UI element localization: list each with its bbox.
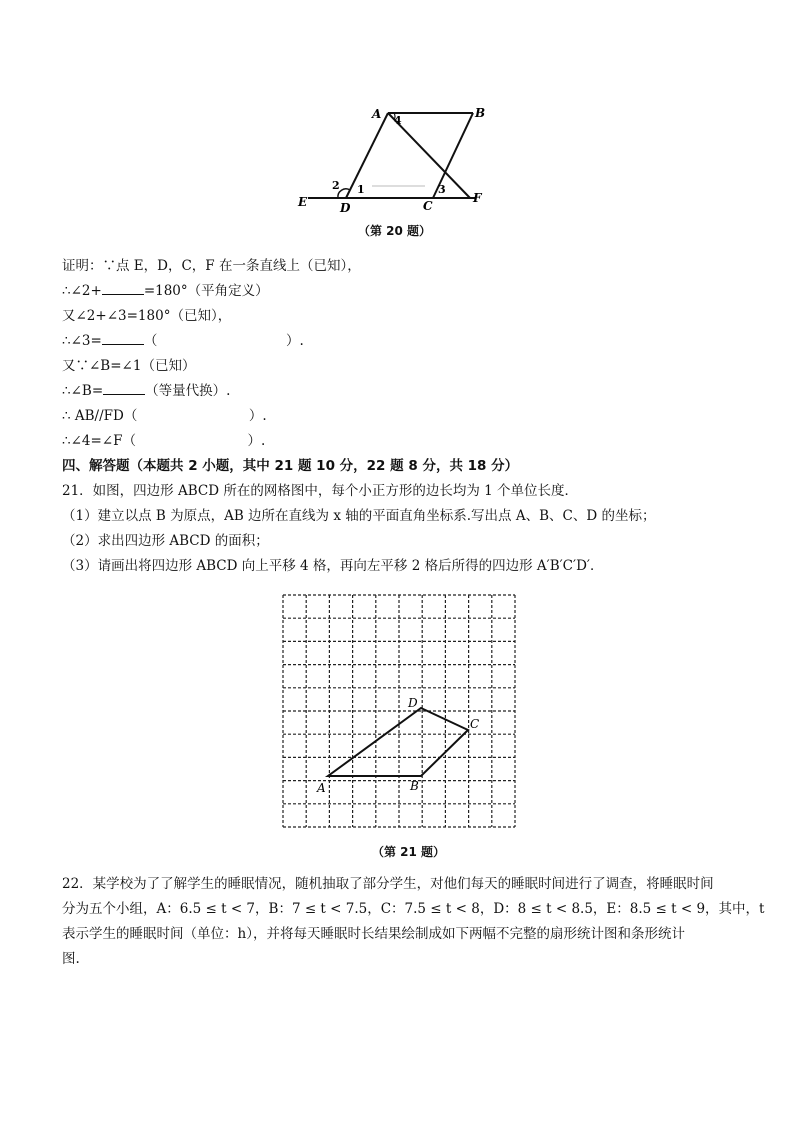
blank-field-3[interactable]: [103, 382, 145, 395]
label-B: B: [475, 106, 486, 120]
proof-line-4-end: （ ）.: [143, 333, 304, 349]
label-D: D: [340, 201, 351, 215]
label-4: 4: [394, 114, 402, 127]
label-1: 1: [357, 183, 365, 196]
proof-line-2-end: =180°（平角定义）: [143, 283, 269, 299]
proof-line-6: [62, 382, 230, 400]
q22-line-2: 分为五个小组，A：6.5 ≤ t < 7，B：7 ≤ t < 7.5，C：7.5 ≤ t < 8，D：8 ≤ t < 8.5，E：8.5 ≤ t < 9，其中，t: [62, 901, 765, 917]
q22-line-1: 22．某学校为了了解学生的睡眠情况，随机抽取了部分学生，对他们每天的睡眠时间进行了调查，将睡眠时间: [62, 876, 714, 892]
q21-part-2: （2）求出四边形 ABCD 的面积；: [62, 533, 269, 549]
figure-20: [290, 90, 520, 225]
q21-part-3: （3）请画出将四边形 ABCD 向上平移 4 格，再向左平移 2 格后所得的四边形 A′B′C′D′．: [62, 558, 604, 574]
q21-stem: 21．如图，四边形 ABCD 所在的网格图中，每个小正方形的边长均为 1 个单位长度．: [62, 483, 579, 499]
section-4-title: 四、解答题（本题共 2 小题，其中 21 题 10 分，22 题 8 分，共 18 分）: [62, 458, 519, 474]
label-3: 3: [438, 183, 446, 196]
proof-line-7: ∴ AB//FD（ ）.: [62, 408, 267, 424]
proof-line-4-start: ∴∠3=: [62, 333, 102, 349]
proof-line-5: 又∵∠B=∠1（已知）: [62, 358, 196, 374]
proof-line-3: 又∠2+∠3=180°（已知），: [62, 308, 232, 324]
proof-line-6-end: （等量代换）.: [145, 383, 231, 399]
label-F: F: [473, 191, 482, 205]
proof-line-8: ∴∠4=∠F（ ）.: [62, 433, 266, 449]
proof-line-4: [62, 332, 304, 350]
figure-20-caption: （第 20 题）: [358, 224, 432, 238]
label-B: B: [410, 779, 419, 793]
q22-line-4: 图.: [62, 951, 80, 967]
label-C: C: [423, 199, 433, 213]
proof-line-2: [62, 282, 269, 300]
label-D: D: [408, 696, 418, 710]
quadrilateral-abcd: [328, 708, 468, 776]
figure-21-caption: （第 21 题）: [372, 845, 446, 859]
label-A: A: [317, 781, 326, 795]
proof-line-2-start: ∴∠2+: [62, 283, 102, 299]
label-2: 2: [332, 179, 340, 192]
proof-line-6-start: ∴∠B=: [62, 383, 104, 399]
label-C: C: [470, 717, 480, 731]
label-A: A: [372, 107, 382, 121]
figure-21-grid: [275, 590, 525, 840]
segment-ad: [346, 113, 388, 198]
q21-part-1: （1）建立以点 B 为原点，AB 边所在直线为 x 轴的平面直角坐标系.写出点 A、B、C、D 的坐标；: [62, 508, 656, 524]
q22-line-3: 表示学生的睡眠时间（单位：h），并将每天睡眠时长结果绘制成如下两幅不完整的扇形统计图和条形统计: [62, 926, 685, 942]
blank-field-2[interactable]: [102, 332, 144, 345]
label-E: E: [298, 195, 308, 209]
blank-field-1[interactable]: [102, 282, 144, 295]
proof-line-1: 证明：∵点 E，D，C，F 在一条直线上（已知），: [62, 258, 361, 274]
